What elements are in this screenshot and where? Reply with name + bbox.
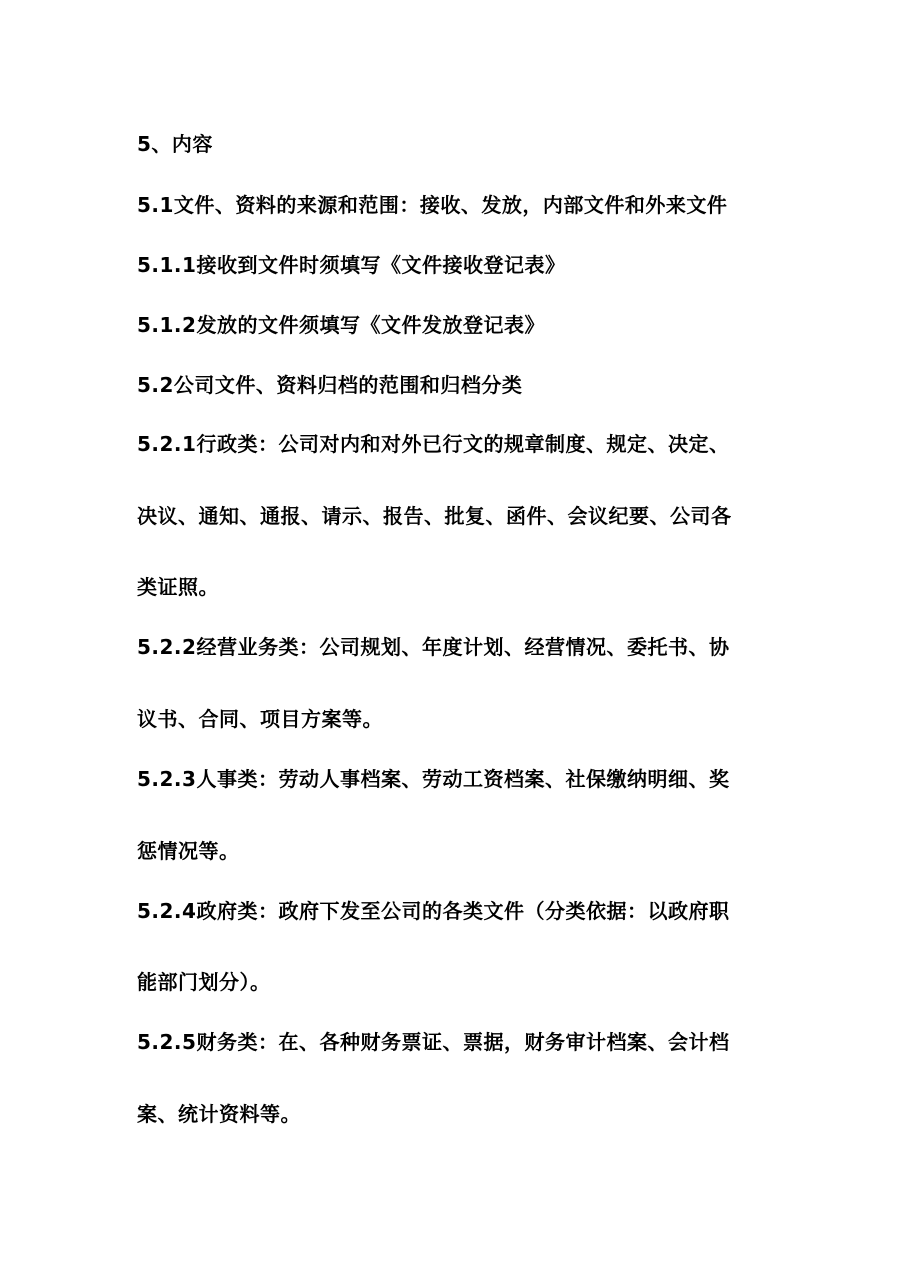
paragraph-line: 5.2公司文件、资料归档的范围和归档分类: [137, 373, 523, 397]
paragraph-line: 决议、通知、通报、请示、报告、批复、函件、会议纪要、公司各: [137, 504, 732, 528]
paragraph-line: 5.2.4政府类：政府下发至公司的各类文件（分类依据：以政府职: [137, 899, 730, 923]
paragraph-line: 5.1文件、资料的来源和范围：接收、发放，内部文件和外来文件: [137, 193, 728, 217]
paragraph-line: 案、统计资料等。: [137, 1102, 301, 1126]
paragraph-line: 议书、合同、项目方案等。: [137, 707, 383, 731]
paragraph-line: 5.2.1行政类：公司对内和对外已行文的规章制度、规定、决定、: [137, 432, 730, 456]
paragraph-line: 5.1.2发放的文件须填写《文件发放登记表》: [137, 313, 545, 337]
paragraph-line: 5.2.2经营业务类：公司规划、年度计划、经营情况、委托书、协: [137, 635, 730, 659]
paragraph-line: 5.2.5财务类：在、各种财务票证、票据，财务审计档案、会计档: [137, 1030, 730, 1054]
section-heading: 5、内容: [137, 132, 213, 156]
paragraph-line: 5.1.1接收到文件时须填写《文件接收登记表》: [137, 253, 566, 277]
paragraph-line: 5.2.3人事类：劳动人事档案、劳动工资档案、社保缴纳明细、奖: [137, 767, 730, 791]
paragraph-line: 类证照。: [137, 575, 219, 599]
paragraph-line: 能部门划分）。: [137, 970, 271, 994]
paragraph-line: 惩情况等。: [137, 839, 240, 863]
